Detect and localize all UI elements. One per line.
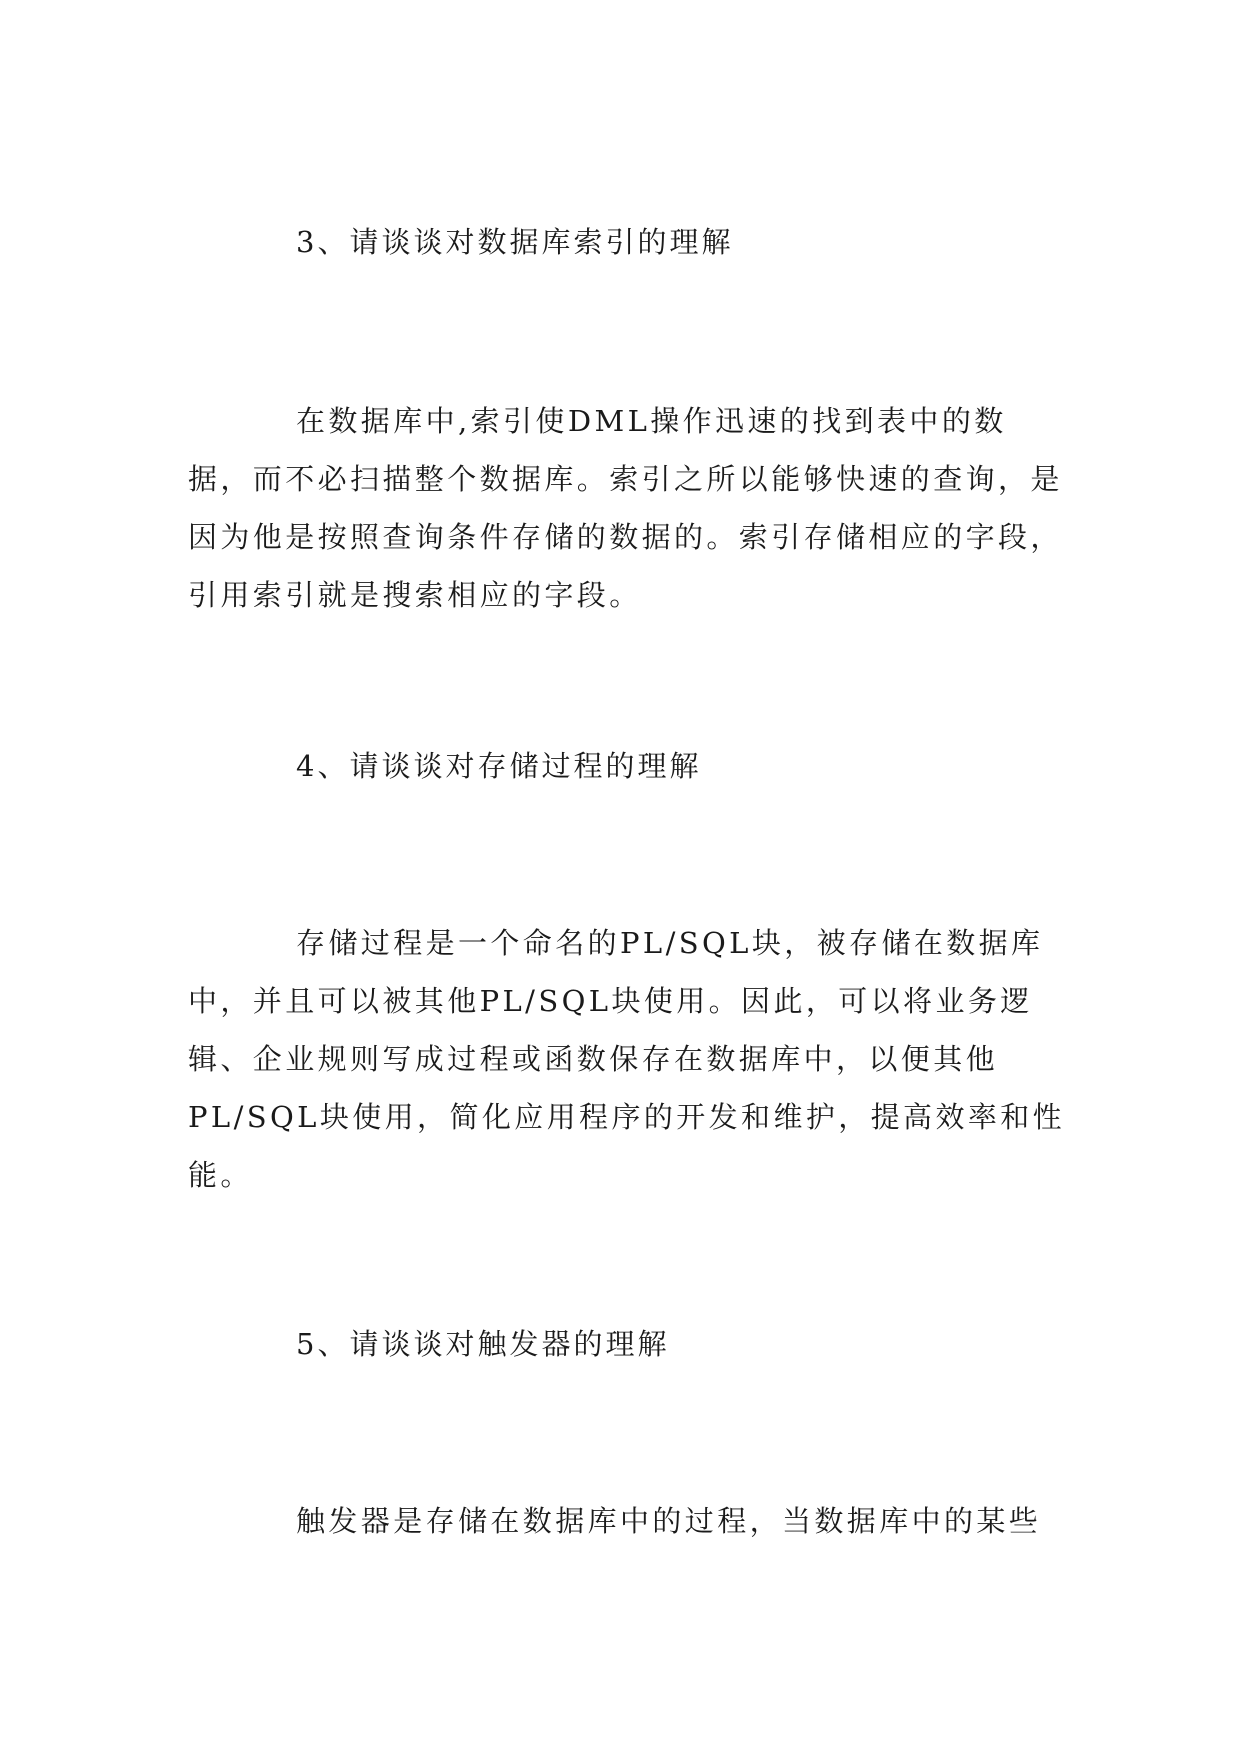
section-5-body: 触发器是存储在数据库中的过程，当数据库中的某些 xyxy=(296,1504,1042,1538)
section-3-heading: 3、请谈谈对数据库索引的理解 xyxy=(296,225,734,259)
section-4-heading: 4、请谈谈对存储过程的理解 xyxy=(296,749,702,783)
section-5-heading: 5、请谈谈对触发器的理解 xyxy=(296,1327,670,1361)
section-4-body: 存储过程是一个命名的PL/SQL块，被存储在数据库中，并且可以被其他PL/SQL块使用。因此，可以将业务逻辑、企业规则写成过程或函数保存在数据库中，以便其他PL/SQL块使用，简化应用程序的开发和维护，提高效率和性能。 xyxy=(188,926,1066,1192)
section-3-body: 在数据库中,索引使DML操作迅速的找到表中的数据，而不必扫描整个数据库。索引之所以能够快速的查询，是因为他是按照查询条件存储的数据的。索引存储相应的字段，引用索引就是搜索相应的字段。 xyxy=(188,404,1063,612)
